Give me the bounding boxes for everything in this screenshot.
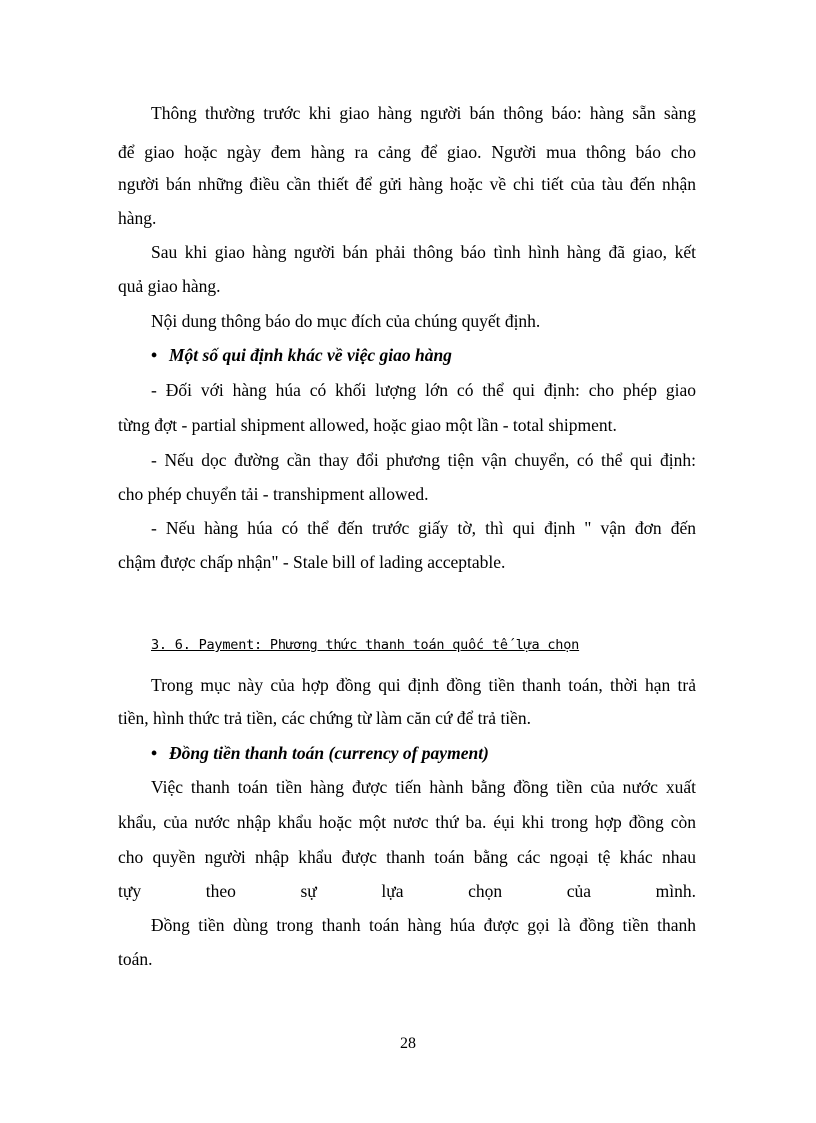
bullet-heading — [151, 343, 452, 367]
paragraph-line: chậm được chấp nhận" - Stale bill of lading acceptable. — [118, 552, 506, 572]
paragraph-line: để giao hoặc ngày đem hàng ra cảng để giao. Người mua thông báo cho — [118, 142, 696, 162]
bullet-heading — [151, 741, 489, 765]
paragraph-line: Sau khi giao hàng người bán phải thông báo tình hình hàng đã giao, kết — [151, 242, 696, 262]
paragraph-line: Việc thanh toán tiền hàng được tiến hành bằng đồng tiền của nước xuất — [151, 777, 696, 797]
bullet-icon: • — [151, 743, 158, 763]
paragraph-line: cho phép chuyển tải - transhipment allowed. — [118, 484, 429, 504]
bullet-heading-text: Đồng tiền thanh toán (currency of payment) — [169, 743, 489, 763]
paragraph-line: tựy theo sự lựa chọn của mình. — [118, 881, 696, 901]
paragraph-line: tiền, hình thức trả tiền, các chứng từ làm căn cứ để trả tiền. — [118, 708, 532, 728]
bullet-icon: • — [151, 345, 158, 365]
paragraph-line: Trong mục này của hợp đồng qui định đồng tiền thanh toán, thời hạn trả — [151, 675, 696, 695]
paragraph-line: quả giao hàng. — [118, 276, 221, 296]
section-heading: 3. 6. Payment: Phương thức thanh toán quốc tế lựa chọn — [151, 637, 580, 653]
paragraph-line: - Đối với hàng húa có khối lượng lớn có thể qui định: cho phép giao — [151, 380, 696, 400]
paragraph-line: Nội dung thông báo do mục đích của chúng quyết định. — [151, 311, 541, 331]
paragraph-line: từng đợt - partial shipment allowed, hoặc giao một lần - total shipment. — [118, 415, 617, 435]
paragraph-line: - Nếu hàng húa có thể đến trước giấy tờ, thì qui định " vận đơn đến — [151, 518, 696, 538]
paragraph-line: Đồng tiền dùng trong thanh toán hàng húa được gọi là đồng tiền thanh — [151, 915, 696, 935]
bullet-heading-text: Một số qui định khác về việc giao hàng — [169, 345, 452, 365]
paragraph-line: cho quyền người nhập khẩu được thanh toán bằng các ngoại tệ khác nhau — [118, 847, 696, 867]
page-number: 28 — [400, 1035, 416, 1052]
paragraph-line: Thông thường trước khi giao hàng người bán thông báo: hàng sẵn sàng — [151, 103, 696, 123]
paragraph-line: người bán những điều cần thiết để gửi hàng hoặc về chi tiết của tàu đến nhận — [118, 174, 696, 194]
paragraph-line: hàng. — [118, 208, 157, 228]
paragraph-line: toán. — [118, 949, 153, 969]
paragraph-line: - Nếu dọc đường cần thay đổi phương tiện vận chuyển, có thể qui định: — [151, 450, 696, 470]
paragraph-line: khẩu, của nước nhập khẩu hoặc một nươc thứ ba. éụi khi trong hợp đồng còn — [118, 812, 696, 832]
